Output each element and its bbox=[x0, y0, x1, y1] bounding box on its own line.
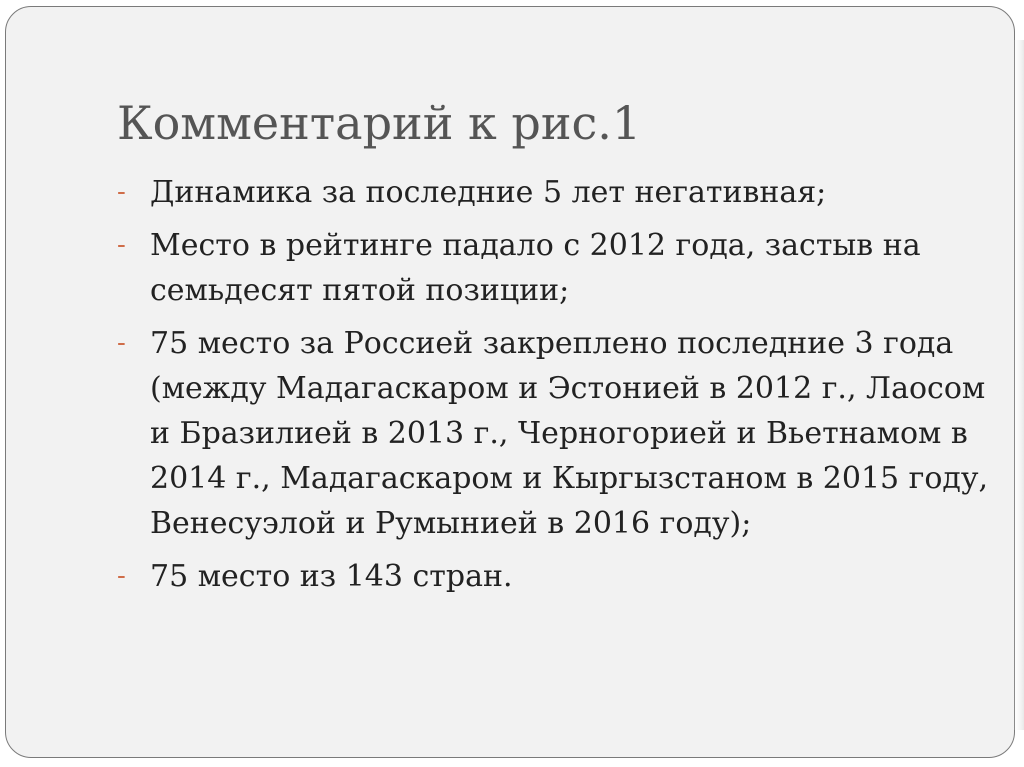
bullet-dash-icon: - bbox=[117, 230, 126, 260]
bullet-item bbox=[117, 223, 997, 313]
bullet-dash-icon: - bbox=[117, 177, 126, 207]
bullet-dash-icon: - bbox=[117, 328, 126, 358]
bullet-item bbox=[117, 321, 997, 546]
bullet-item bbox=[117, 554, 997, 599]
bullet-text: 75 место из 143 стран. bbox=[150, 559, 513, 594]
bullet-dash-icon: - bbox=[117, 561, 126, 591]
bullet-text: Место в рейтинге падало с 2012 года, застыв на семьдесят пятой позиции; bbox=[150, 228, 921, 308]
bullet-list bbox=[117, 170, 997, 607]
bullet-item bbox=[117, 170, 997, 215]
bullet-text: 75 место за Россией закреплено последние 3 года (между Мадагаскаром и Эстонией в 2012 г., Лаосом и Бразилией в 2013 г., Черногорией и Вьетнамом в 2014 г., Мадагаскаром и Кыргызстаном в 2015 году, Венесуэлой и Румынией в 2016 году); bbox=[150, 326, 989, 541]
bullet-text: Динамика за последние 5 лет негативная; bbox=[150, 175, 827, 210]
slide-frame bbox=[5, 6, 1015, 758]
slide-edge-shadow bbox=[984, 0, 1024, 767]
slide-title: Комментарий к рис.1 bbox=[117, 96, 642, 150]
